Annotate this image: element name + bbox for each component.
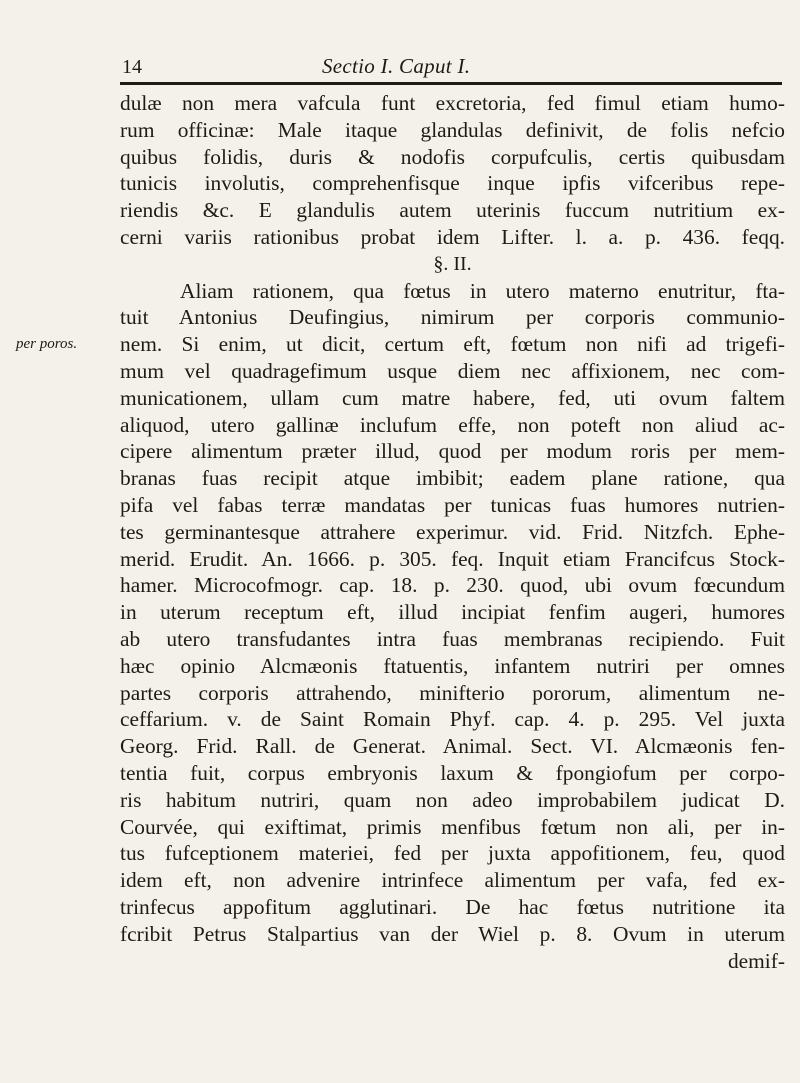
text-line: Courvée, qui exiftimat, primis menfibus fœtum non ali, per in- bbox=[120, 814, 785, 839]
text-line: riendis &c. E glandulis autem uterinis fuccum nutritium ex- bbox=[120, 198, 785, 223]
text-line: partes corporis attrahendo, minifterio pororum, alimentum ne- bbox=[120, 680, 785, 705]
text-line: Aliam rationem, qua fœtus in utero materno enutritur, fta- bbox=[180, 278, 785, 303]
body-text bbox=[120, 90, 785, 974]
text-line: mum vel quadragefimum usque diem nec affixionem, nec com- bbox=[120, 358, 785, 383]
text-line: hæc opinio Alcmæonis ftatuentis, infantem nutriri per omnes bbox=[120, 653, 785, 678]
text-line: dulæ non mera vafcula funt excretoria, fed fimul etiam humo- bbox=[120, 91, 785, 115]
text-line: tuit Antonius Deufingius, nimirum per corporis communio- bbox=[120, 305, 785, 330]
text-line: hamer. Microcofmogr. cap. 18. p. 230. quod, ubi ovum fœcundum bbox=[120, 573, 785, 598]
text-line: fcribit Petrus Stalpartius van der Wiel p. 8. Ovum in uterum bbox=[120, 921, 785, 946]
page-header bbox=[0, 48, 800, 88]
running-head: Sectio I. Caput I. bbox=[322, 54, 471, 78]
catchword: demif- bbox=[727, 948, 785, 973]
text-line: idem eft, non advenire intrinfece alimentum per vafa, fed ex- bbox=[120, 868, 785, 893]
text-line: branas fuas recipit atque imbibit; eadem plane ratione, qua bbox=[120, 466, 785, 491]
text-line: ceffarium. v. de Saint Romain Phyf. cap. 4. p. 295. Vel juxta bbox=[120, 707, 785, 732]
text-line: nem. Si enim, ut dicit, certum eft, fœtum non nifi ad trigefi- bbox=[120, 332, 785, 357]
header-rule bbox=[120, 82, 782, 85]
text-line: cipere alimentum præter illud, quod per modum roris per mem- bbox=[120, 439, 785, 464]
text-line: aliquod, utero gallinæ inclufum effe, non poteft non aliud ac- bbox=[120, 412, 785, 437]
text-line: cerni variis rationibus probat idem Lifter. l. a. p. 436. feqq. bbox=[120, 224, 785, 249]
text-line: Georg. Frid. Rall. de Generat. Animal. Sect. VI. Alcmæonis fen- bbox=[120, 734, 785, 759]
text-line: merid. Erudit. An. 1666. p. 305. feq. Inquit etiam Francifcus Stock- bbox=[120, 546, 785, 571]
text-line: trinfecus appofitum agglutinari. De hac fœtus nutritione ita bbox=[120, 894, 785, 919]
text-line: rum officinæ: Male itaque glandulas definivit, de folis nefcio bbox=[120, 117, 785, 142]
text-line: ab utero transfudantes intra fuas membranas recipiendo. Fuit bbox=[120, 626, 785, 651]
text-line: tentia fuit, corpus embryonis laxum & fpongiofum per corpo- bbox=[120, 760, 785, 785]
section-heading: §. II. bbox=[433, 252, 472, 275]
text-line: ris habitum nutriri, quam non adeo improbabilem judicat D. bbox=[120, 787, 785, 812]
text-line: quibus folidis, duris & nodofis corpufculis, certis quibusdam bbox=[120, 144, 785, 169]
text-line: pifa vel fabas terræ mandatas per tunicas fuas humores nutrien- bbox=[120, 492, 785, 517]
text-line: tes germinantesque attrahere experimur. vid. Frid. Nitzfch. Ephe- bbox=[120, 519, 785, 544]
margin-note: per poros. bbox=[16, 336, 78, 352]
text-line: tunicis involutis, comprehenfisque inque ipfis vifceribus repe- bbox=[120, 171, 785, 196]
text-line: tus fufceptionem materiei, fed per juxta appofitionem, feu, quod bbox=[120, 841, 785, 866]
page-number: 14 bbox=[122, 56, 142, 78]
text-line: municationem, ullam cum matre habere, fed, uti ovum faltem bbox=[120, 385, 785, 410]
text-line: in uterum receptum eft, illud incipiat fenfim augeri, humores bbox=[120, 600, 785, 625]
